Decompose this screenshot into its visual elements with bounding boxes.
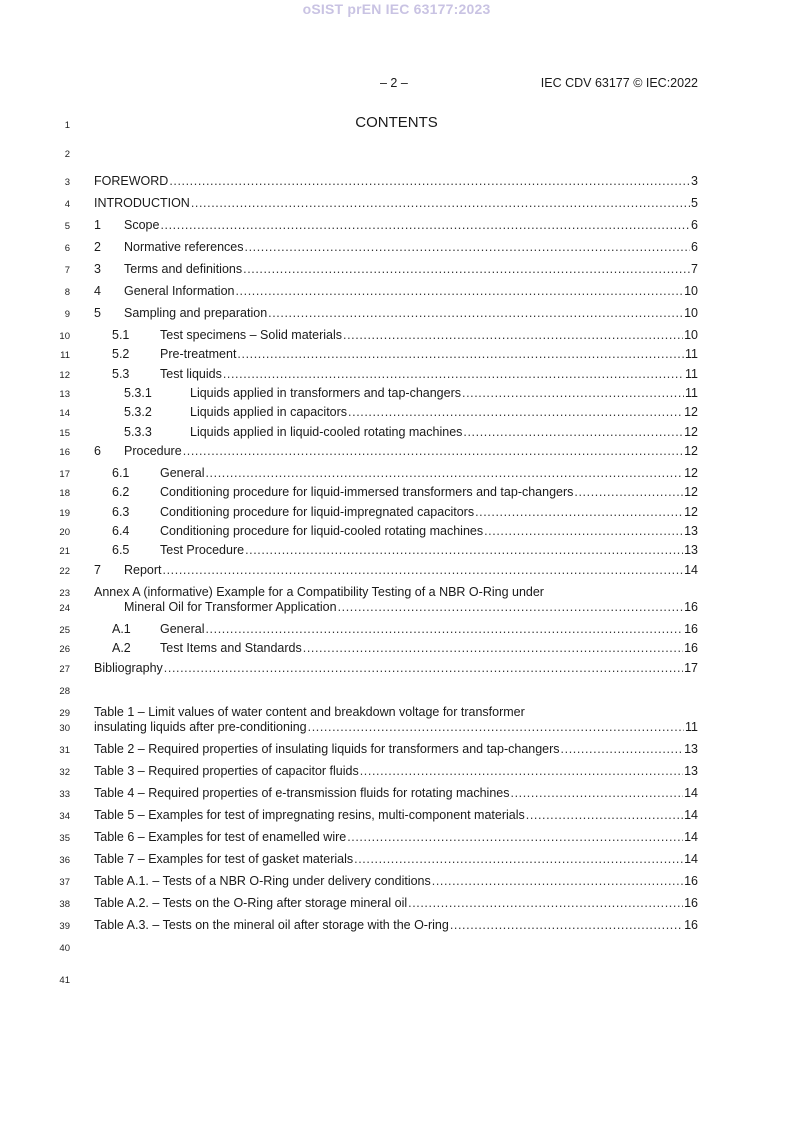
line-number: 23 <box>59 588 70 599</box>
toc-label: General <box>160 466 205 480</box>
toc-label: Sampling and preparation <box>124 306 268 320</box>
toc-entry-sampling-preparation[interactable] <box>94 306 698 321</box>
toc-label: Liquids applied in liquid-cooled rotating machines <box>190 425 463 439</box>
table-entry-a2[interactable] <box>94 896 698 911</box>
line-number: 4 <box>64 199 70 210</box>
toc-page: 17 <box>684 661 698 675</box>
toc-page: 11 <box>685 347 698 361</box>
line-number: 9 <box>64 309 70 320</box>
line-number: 8 <box>64 287 70 298</box>
toc-label: Liquids applied in capacitors <box>190 405 348 419</box>
watermark: oSIST prEN IEC 63177:2023 <box>302 1 491 17</box>
toc-label: Report <box>124 563 162 577</box>
toc-entry-a-1[interactable] <box>112 622 698 637</box>
toc-number: 6.3 <box>112 505 130 519</box>
toc-label: Liquids applied in transformers and tap-changers <box>190 386 461 400</box>
toc-page: 16 <box>684 622 698 636</box>
table-page: 14 <box>684 808 698 822</box>
table-page: 16 <box>684 918 698 932</box>
toc-number: 3 <box>94 262 101 276</box>
toc-entry-6-3[interactable] <box>112 505 698 520</box>
toc-entry-annex-a[interactable] <box>124 600 698 615</box>
line-number: 40 <box>59 943 70 954</box>
toc-number: 5.3.3 <box>124 425 152 439</box>
table-page: 13 <box>684 742 698 756</box>
toc-entry-5-3-3[interactable] <box>124 425 698 440</box>
line-number: 3 <box>64 177 70 188</box>
line-number: 29 <box>59 708 70 719</box>
toc-number: 5.3.2 <box>124 405 152 419</box>
table-page: 14 <box>684 786 698 800</box>
toc-label: Procedure <box>124 444 182 458</box>
line-number: 22 <box>59 566 70 577</box>
toc-label: Bibliography <box>94 661 163 675</box>
line-number: 2 <box>64 149 70 160</box>
toc-number: 4 <box>94 284 101 298</box>
toc-number: 6.1 <box>112 466 130 480</box>
line-number: 26 <box>59 644 70 655</box>
toc-number: 5.1 <box>112 328 130 342</box>
table-page: 16 <box>684 896 698 910</box>
toc-page: 10 <box>684 284 698 298</box>
toc-page: 3 <box>691 174 698 188</box>
toc-number: 5.3.1 <box>124 386 152 400</box>
table-label: insulating liquids after pre-conditioning <box>94 720 307 734</box>
table-entry-6[interactable] <box>94 830 698 845</box>
table-label: Table 3 – Required properties of capacitor fluids <box>94 764 359 778</box>
line-number: 20 <box>59 527 70 538</box>
toc-entry-general-information[interactable] <box>94 284 698 299</box>
toc-entry-5-2[interactable] <box>112 347 698 362</box>
table-entry-5[interactable] <box>94 808 698 823</box>
toc-page: 12 <box>684 444 698 458</box>
table-label: Table 7 – Examples for test of gasket materials <box>94 852 354 866</box>
toc-number: 5.3 <box>112 367 130 381</box>
line-number: 15 <box>59 428 70 439</box>
table-page: 13 <box>684 764 698 778</box>
line-number: 21 <box>59 546 70 557</box>
toc-number: 1 <box>94 218 101 232</box>
toc-page: 12 <box>684 425 698 439</box>
toc-entry-report[interactable] <box>94 563 698 578</box>
toc-entry-5-3-2[interactable] <box>124 405 698 420</box>
toc-number: 2 <box>94 240 101 254</box>
toc-number: A.2 <box>112 641 131 655</box>
line-number: 7 <box>64 265 70 276</box>
table-page: 16 <box>684 874 698 888</box>
toc-number: A.1 <box>112 622 131 636</box>
table-entry-a3[interactable] <box>94 918 698 933</box>
line-number: 33 <box>59 789 70 800</box>
toc-entry-6-1[interactable] <box>112 466 698 481</box>
toc-entry-foreword[interactable] <box>94 174 698 189</box>
toc-label: Test specimens – Solid materials <box>160 328 343 342</box>
line-number: 32 <box>59 767 70 778</box>
line-number: 6 <box>64 243 70 254</box>
toc-page: 16 <box>684 641 698 655</box>
toc-page: 16 <box>684 600 698 614</box>
toc-label: Test Items and Standards <box>160 641 302 655</box>
line-number: 39 <box>59 921 70 932</box>
line-number: 16 <box>59 447 70 458</box>
toc-label: Terms and definitions <box>124 262 243 276</box>
toc-number: 5 <box>94 306 101 320</box>
toc-page: 12 <box>684 466 698 480</box>
toc-entry-procedure[interactable] <box>94 444 698 459</box>
toc-page: 13 <box>684 524 698 538</box>
line-number: 1 <box>64 120 70 131</box>
toc-entry-bibliography[interactable] <box>94 661 698 676</box>
table-label: Table A.2. – Tests on the O-Ring after storage mineral oil <box>94 896 408 910</box>
toc-number: 6 <box>94 444 101 458</box>
table-page: 11 <box>685 720 698 734</box>
table-label: Table 4 – Required properties of e-transmission fluids for rotating machines <box>94 786 510 800</box>
line-number: 27 <box>59 664 70 675</box>
toc-label: Pre-treatment <box>160 347 237 361</box>
toc-number: 5.2 <box>112 347 130 361</box>
table-entry-2[interactable] <box>94 742 698 757</box>
toc-entry-5-1[interactable] <box>112 328 698 343</box>
toc-entry-normative-references[interactable] <box>94 240 698 255</box>
toc-entry-5-3[interactable] <box>112 367 698 382</box>
line-number: 12 <box>59 370 70 381</box>
toc-page: 12 <box>684 505 698 519</box>
toc-entry-scope[interactable] <box>94 218 698 233</box>
line-number: 25 <box>59 625 70 636</box>
line-number: 5 <box>64 221 70 232</box>
table-entry-3[interactable] <box>94 764 698 779</box>
toc-entry-6-2[interactable] <box>112 485 698 500</box>
toc-page: 5 <box>691 196 698 210</box>
line-number: 34 <box>59 811 70 822</box>
toc-number: 6.5 <box>112 543 130 557</box>
toc-label: INTRODUCTION <box>94 196 190 210</box>
toc-entry-6-5[interactable] <box>112 543 698 558</box>
table-page: 14 <box>684 852 698 866</box>
toc-page: 6 <box>691 218 698 232</box>
toc-entry-terms-definitions[interactable] <box>94 262 698 277</box>
toc-number: 7 <box>94 563 101 577</box>
toc-entry-5-3-1[interactable] <box>124 386 698 401</box>
line-number: 38 <box>59 899 70 910</box>
toc-entry-introduction[interactable] <box>94 196 698 211</box>
toc-number: 6.4 <box>112 524 130 538</box>
toc-label: Scope <box>124 218 160 232</box>
toc-entry-a-2[interactable] <box>112 641 698 656</box>
line-number: 28 <box>59 686 70 697</box>
document-reference: IEC CDV 63177 © IEC:2022 <box>540 76 698 90</box>
line-number: 31 <box>59 745 70 756</box>
toc-label: Conditioning procedure for liquid-immersed transformers and tap-changers <box>160 485 574 499</box>
toc-page: 7 <box>691 262 698 276</box>
table-label: Table 5 – Examples for test of impregnating resins, multi-component materials <box>94 808 525 822</box>
toc-page: 11 <box>685 367 698 381</box>
line-number: 37 <box>59 877 70 888</box>
table-entry-1[interactable] <box>94 720 698 735</box>
line-number: 18 <box>59 488 70 499</box>
toc-label: Test liquids <box>160 367 222 381</box>
toc-annex-a-title-line1[interactable]: Annex A (informative) Example for a Compatibility Testing of a NBR O-Ring under <box>94 585 544 599</box>
line-number: 36 <box>59 855 70 866</box>
toc-number: 6.2 <box>112 485 130 499</box>
line-number: 41 <box>59 975 70 986</box>
table-label: Table A.3. – Tests on the mineral oil after storage with the O-ring <box>94 918 449 932</box>
contents-title: CONTENTS <box>355 114 438 131</box>
toc-label: Conditioning procedure for liquid-impregnated capacitors <box>160 505 475 519</box>
table-1-title-line1[interactable]: Table 1 – Limit values of water content and breakdown voltage for transformer <box>94 705 525 719</box>
toc-entry-6-4[interactable] <box>112 524 698 539</box>
table-entry-4[interactable] <box>94 786 698 801</box>
toc-label: General Information <box>124 284 235 298</box>
line-number: 13 <box>59 389 70 400</box>
toc-label: Normative references <box>124 240 244 254</box>
table-label: Table 6 – Examples for test of enamelled wire <box>94 830 347 844</box>
toc-page: 12 <box>684 405 698 419</box>
page-number: – 2 – <box>380 76 408 90</box>
line-number: 10 <box>59 331 70 342</box>
toc-page: 13 <box>684 543 698 557</box>
toc-page: 10 <box>684 328 698 342</box>
toc-page: 11 <box>685 386 698 400</box>
table-page: 14 <box>684 830 698 844</box>
line-number: 11 <box>60 350 70 361</box>
table-label: Table A.1. – Tests of a NBR O-Ring under delivery conditions <box>94 874 431 888</box>
toc-label: Mineral Oil for Transformer Application <box>124 600 337 614</box>
toc-label: FOREWORD <box>94 174 169 188</box>
table-entry-7[interactable] <box>94 852 698 867</box>
line-number: 35 <box>59 833 70 844</box>
toc-label: Conditioning procedure for liquid-cooled rotating machines <box>160 524 484 538</box>
line-number: 14 <box>59 408 70 419</box>
line-number: 19 <box>59 508 70 519</box>
line-number: 30 <box>59 723 70 734</box>
toc-page: 6 <box>691 240 698 254</box>
line-number: 24 <box>59 603 70 614</box>
toc-page: 10 <box>684 306 698 320</box>
table-label: Table 2 – Required properties of insulating liquids for transformers and tap-changers <box>94 742 560 756</box>
table-entry-a1[interactable] <box>94 874 698 889</box>
toc-label: General <box>160 622 205 636</box>
toc-page: 12 <box>684 485 698 499</box>
line-number: 17 <box>59 469 70 480</box>
toc-label: Test Procedure <box>160 543 245 557</box>
toc-page: 14 <box>684 563 698 577</box>
